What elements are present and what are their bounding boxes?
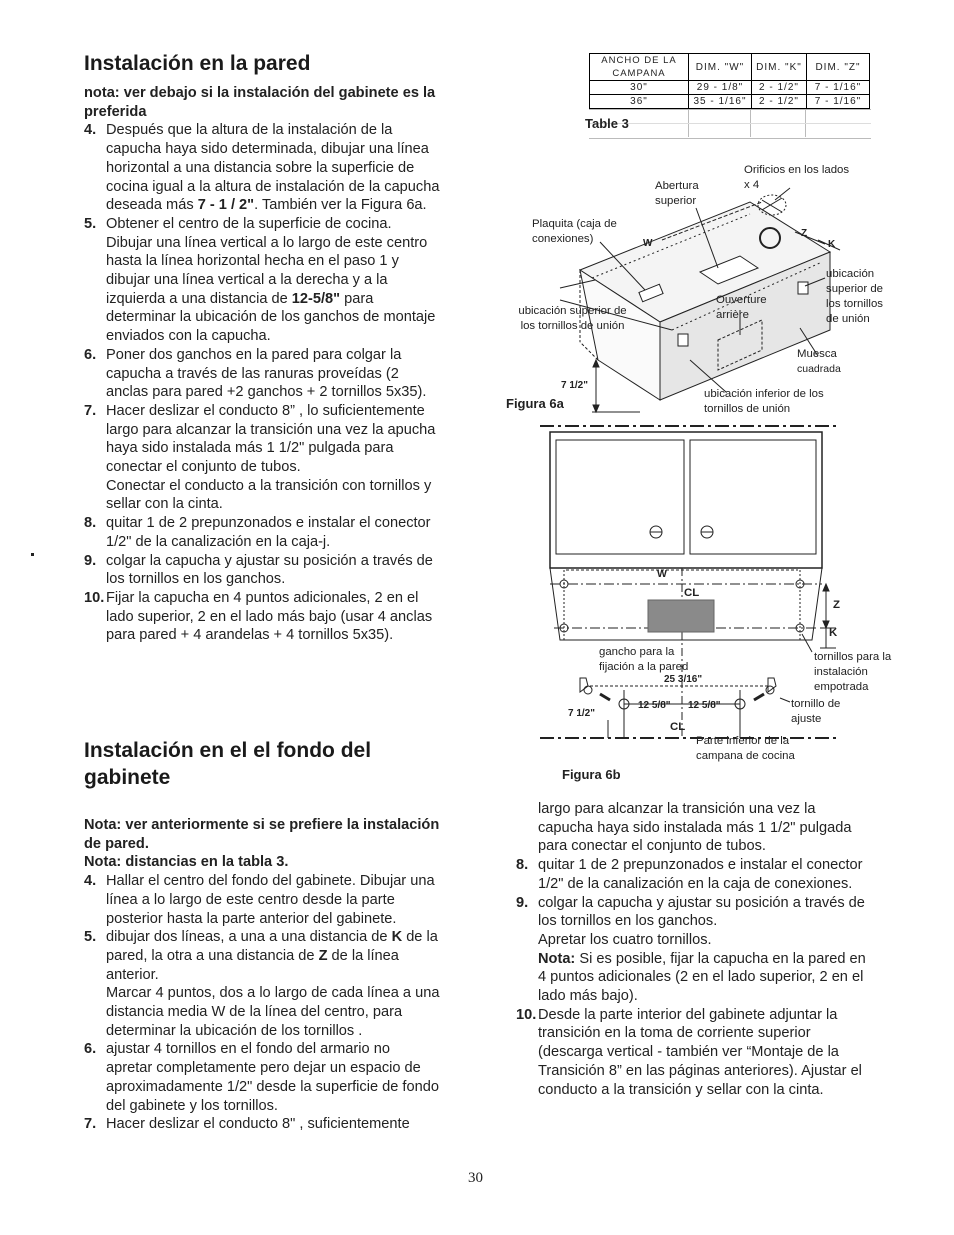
label-w-6a: W [643, 238, 653, 249]
step-cab-6: 6. ajustar 4 tornillos en el fondo del armario no apretar completamente pero dejar un espacio de aproximadamente 1/2" desde la superficie de fondo del gabinete y los tornillos. [84, 1041, 439, 1114]
step-wall-6: 6. Poner dos ganchos en la pared para colgar la capucha a través de las ranuras proveídas (2 anclas para pared +2 ganchos + 2 tornillos 5x35). [84, 346, 427, 401]
label-adjust-screw: tornillo de ajuste [791, 698, 841, 725]
table-empty-rows [589, 109, 871, 139]
label-k-6b: K [829, 627, 838, 639]
table-3 [589, 53, 870, 109]
square-notch [798, 282, 808, 294]
step-wall-9: 9. colgar la capucha y ajustar su posición a través de los tornillos en los ganchos. [84, 552, 433, 588]
label-square: cuadrada [797, 363, 841, 375]
step-cab-5: 5. dibujar dos líneas, a una a una distancia de K de la pared, la otra a una distancia de Z de la línea anterior. [84, 929, 438, 983]
label-z-6a: Z [801, 228, 808, 239]
step-wall-4: 4. Después que la altura de la instalación de la capucha haya sido determinada, dibujar una línea horizontal a una distancia sobre la superficie de cocina igual a la altura de instalación de la capucha deseada más 7 - 1 / 2". También ver la Figura 6a. [84, 122, 440, 214]
table-header: DIM. "K" [752, 54, 807, 81]
step-cab-8: 8. quitar 1 de 2 prepunzonados e instalar el conector 1/2" de la canalización en la caja de conexiones. [516, 857, 863, 892]
left-column-cabinet [84, 816, 440, 1134]
label-recessed-screws: tornillos para la instalación empotrada [814, 651, 892, 693]
label-top-opening: Abertura superior [655, 180, 699, 207]
adjust-screw [600, 694, 610, 700]
label-z-6b: Z [833, 599, 840, 611]
label-w-6b: W [657, 568, 667, 580]
label-lower-screws: ubicación inferior de los tornillos de unión [704, 388, 824, 415]
cabinet-door-left [556, 440, 684, 554]
label-k-6a: K [828, 239, 836, 250]
label-dim-7-6b: 7 1/2" [568, 708, 595, 719]
label-side-holes: Orificios en los lados x 4 [744, 164, 850, 191]
step-cab-7: 7. Hacer deslizar el conducto 8" , suficientemente [84, 1116, 410, 1133]
table-header: DIM. "Z" [807, 54, 870, 81]
label-dim-6a: 7 1/2" [561, 380, 588, 391]
table-header: ANCHO DE LA CAMPANA [590, 54, 689, 81]
label-rear-opening: Ouverture arrière [716, 294, 767, 321]
step-cab-9-extra: Apretar los cuatro tornillos. [538, 931, 712, 948]
step-cab-9-note: Nota: Si es posible, fijar la capucha en la pared en 4 puntos adicionales (2 en el lado superior, 2 en el lado más bajo). [538, 950, 866, 1005]
step-cab-10: 10. Desde la parte interior del gabinete adjuntar la transición en la toma de corriente superior (descarga vertical - también ver “Montaje de la Transición 8” en las páginas anteriores). Ajustar el conducto a la transición y sellar con la cinta. [516, 1006, 862, 1098]
table-header: DIM. "W" [689, 54, 752, 81]
label-cl-top: CL [684, 587, 700, 599]
heading-wall-install: Instalación en la pared [84, 52, 311, 75]
cabinet-outline [550, 432, 822, 568]
label-dim-half-left: 12 5/8" [638, 700, 671, 711]
label-cl-bottom: CL [670, 721, 686, 733]
note-wall-preferred: Nota: ver anteriormente si se prefiere la instalación de pared. [84, 817, 440, 852]
step-wall-5: 5. Obtener el centro de la superficie de cocina. Dibujar una línea vertical a lo largo de este centro hasta la línea horizontal hecha en el paso 1 y dibujar una línea vertical a la derecha y a la izquierda a una distancia de 12-5/8" para determinar la ubicación de los ganchos de montaje enviados con la capucha. [84, 215, 436, 345]
adjust-screw [754, 694, 764, 700]
left-column-wall [84, 84, 440, 645]
table-row: 30" 29 - 1/8" 2 - 1/2" 7 - 1/16" [590, 81, 870, 95]
step-cab-9: 9. colgar la capucha y ajustar su posición a través de los tornillos en los ganchos. [516, 894, 865, 930]
step-wall-7-extra: Conectar el conducto a la transición con tornillos y sellar con la cinta. [106, 477, 432, 513]
label-notch: Muesca [797, 348, 837, 360]
wall-hook-right [768, 678, 776, 692]
label-hood-bottom: Parte inferior de la campana de cocina [696, 735, 795, 762]
top-outlet [648, 600, 714, 632]
stray-dot [31, 553, 34, 556]
step-wall-10: 10. Fijar la capucha en 4 puntos adicionales, 2 en el lado superior, 2 en el lado más bajo (usar 4 anclas para pared + 4 arandelas + 4 tornillos 5x35). [84, 589, 433, 644]
step-cab-4: 4. Hallar el centro del fondo del gabinete. Dibujar una línea a lo largo de este centro desde la parte posterior hasta la parte anterior del gabinete. [84, 873, 435, 927]
step-cab-5-extra: Marcar 4 puntos, dos a lo largo de cada línea a una distancia media W de la línea del centro, para determinar la ubicación de los tornillos . [106, 985, 440, 1039]
heading-cabinet-install: Instalación en el el fondo del gabinete [84, 739, 372, 789]
figure-6b-caption: Figura 6b [562, 767, 621, 782]
note-cabinet-preferred: nota: ver debajo si la instalación del gabinete es la preferida [84, 85, 436, 120]
note-distances: Nota: distancias en la tabla 3. [84, 854, 289, 871]
label-dim-half-right: 12 5/8" [688, 700, 721, 711]
table-caption: Table 3 [585, 116, 629, 131]
table-row: 36" 35 - 1/16" 2 - 1/2" 7 - 1/16" [590, 95, 870, 109]
label-dim-total: 25 3/16" [664, 674, 703, 685]
label-upper-screws-right: ubicación superior de los tornillos de unión [826, 268, 883, 325]
right-column-cabinet [516, 800, 872, 1099]
label-junction-plate: Plaquita (caja de conexiones) [532, 218, 617, 245]
step-wall-7: 7. Hacer deslizar el conducto 8” , lo suficientemente largo para alcanzar la transición una vez la apucha haya sido instalada más 1 1/2" pulgada para conectar el conjunto de tubos. [84, 402, 436, 476]
step-cab-7-continued: largo para alcanzar la transición una vez la capucha haya sido instalada más 1 1/2" pulgada para conectar el conjunto de tubos. [538, 801, 852, 855]
page-number: 30 [468, 1170, 483, 1186]
cabinet-door-right [690, 440, 816, 554]
dimension-table [589, 53, 870, 109]
label-wall-hook: gancho para la fijación a la pared [599, 646, 689, 673]
label-upper-screws-left: ubicación superior de los tornillos de unión [518, 305, 627, 332]
square-notch [678, 334, 688, 346]
step-wall-8: 8. quitar 1 de 2 prepunzonados e instalar el conector 1/2" de la canalización en la caja-j. [84, 515, 431, 550]
figure-6a-caption: Figura 6a [506, 396, 564, 411]
